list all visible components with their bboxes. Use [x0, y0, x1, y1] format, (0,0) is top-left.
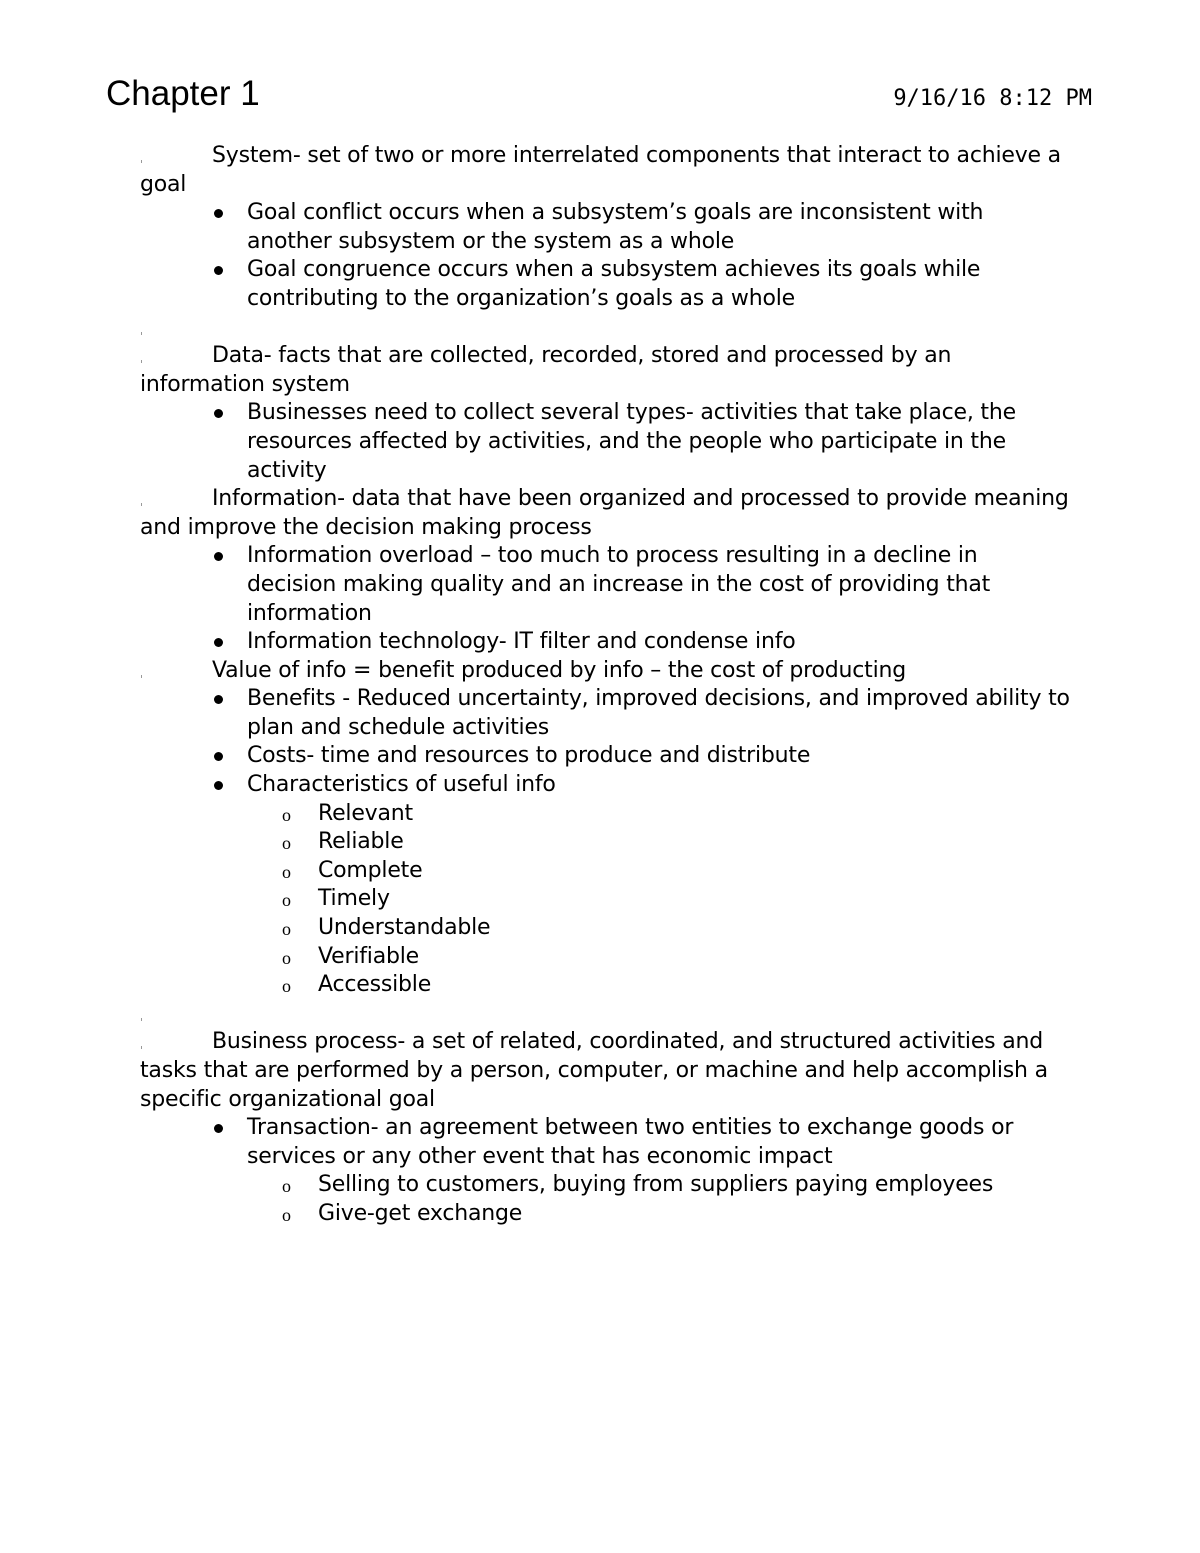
list-item: o Selling to customers, buying from suppliers paying employees: [318, 1171, 1070, 1200]
circle-bullet-icon: o: [282, 976, 291, 997]
list-item: o Give-get exchange: [318, 1200, 1070, 1229]
bullet-dot-icon: [214, 695, 223, 704]
list-item: Information technology- IT filter and condense info: [247, 628, 1070, 657]
data-definition: Data- facts that are collected, recorded, stored and processed by an information system: [140, 342, 1070, 399]
page-title: Chapter 1: [106, 74, 260, 113]
bullet-dot-icon: [214, 552, 223, 561]
information-bullets: [140, 542, 1070, 656]
circle-bullet-icon: o: [282, 1176, 291, 1197]
business-process-definition: Business process- a set of related, coordinated, and structured activities and tasks that are performed by a person, computer, or machine and help accomplish a specific organizational goal: [140, 1028, 1070, 1114]
list-item: o Timely: [318, 885, 1070, 914]
bullet-dot-icon: [214, 409, 223, 418]
characteristics-list: [247, 800, 1070, 1000]
blank-line: [140, 1000, 1070, 1029]
bullet-dot-icon: [214, 752, 223, 761]
list-item: Goal congruence occurs when a subsystem achieves its goals while contributing to the organization’s goals as a whole: [247, 256, 1070, 313]
list-item: o Relevant: [318, 800, 1070, 829]
business-process-bullets: [140, 1114, 1070, 1228]
data-bullets: [140, 399, 1070, 485]
list-item: Benefits - Reduced uncertainty, improved decisions, and improved ability to plan and schedule activities: [247, 685, 1070, 742]
list-item: Information overload – too much to process resulting in a decline in decision making quality and an increase in the cost of providing that information: [247, 542, 1070, 628]
system-definition: System- set of two or more interrelated components that interact to achieve a goal: [140, 142, 1070, 199]
list-item: Goal conflict occurs when a subsystem’s goals are inconsistent with another subsystem or the system as a whole: [247, 199, 1070, 256]
bullet-dot-icon: [214, 1124, 223, 1133]
bullet-dot-icon: [214, 266, 223, 275]
list-item: o Reliable: [318, 828, 1070, 857]
value-bullets: [140, 685, 1070, 1000]
circle-bullet-icon: o: [282, 804, 291, 825]
circle-bullet-icon: o: [282, 833, 291, 854]
bullet-dot-icon: [214, 209, 223, 218]
system-bullets: [140, 199, 1070, 313]
list-item: Businesses need to collect several types- activities that take place, the resources affected by activities, and the people who participate in the activity: [247, 399, 1070, 485]
information-definition: Information- data that have been organized and processed to provide meaning and improve the decision making process: [140, 485, 1070, 542]
list-item: Transaction- an agreement between two entities to exchange goods or services or any other event that has economic impact o Selling to customers, buying from suppliers paying employees o Give-get exchange: [247, 1114, 1070, 1228]
transaction-sub-list: [247, 1171, 1070, 1228]
blank-line: [140, 314, 1070, 343]
circle-bullet-icon: o: [282, 1204, 291, 1225]
timestamp: 9/16/16 8:12 PM: [893, 86, 1092, 111]
bullet-dot-icon: [214, 638, 223, 647]
circle-bullet-icon: o: [282, 861, 291, 882]
bullet-dot-icon: [214, 781, 223, 790]
list-item: o Accessible: [318, 971, 1070, 1000]
list-item: o Complete: [318, 857, 1070, 886]
value-of-info: Value of info = benefit produced by info – the cost of producting: [140, 657, 1070, 686]
circle-bullet-icon: o: [282, 890, 291, 911]
circle-bullet-icon: o: [282, 947, 291, 968]
circle-bullet-icon: o: [282, 919, 291, 940]
list-item: Costs- time and resources to produce and distribute: [247, 742, 1070, 771]
list-item: Characteristics of useful info o Relevant o Reliable o Complete o Timely o Understandable o Verifiable o Accessible: [247, 771, 1070, 1000]
list-item: o Verifiable: [318, 943, 1070, 972]
notes-body: [140, 142, 1070, 1229]
list-item: o Understandable: [318, 914, 1070, 943]
